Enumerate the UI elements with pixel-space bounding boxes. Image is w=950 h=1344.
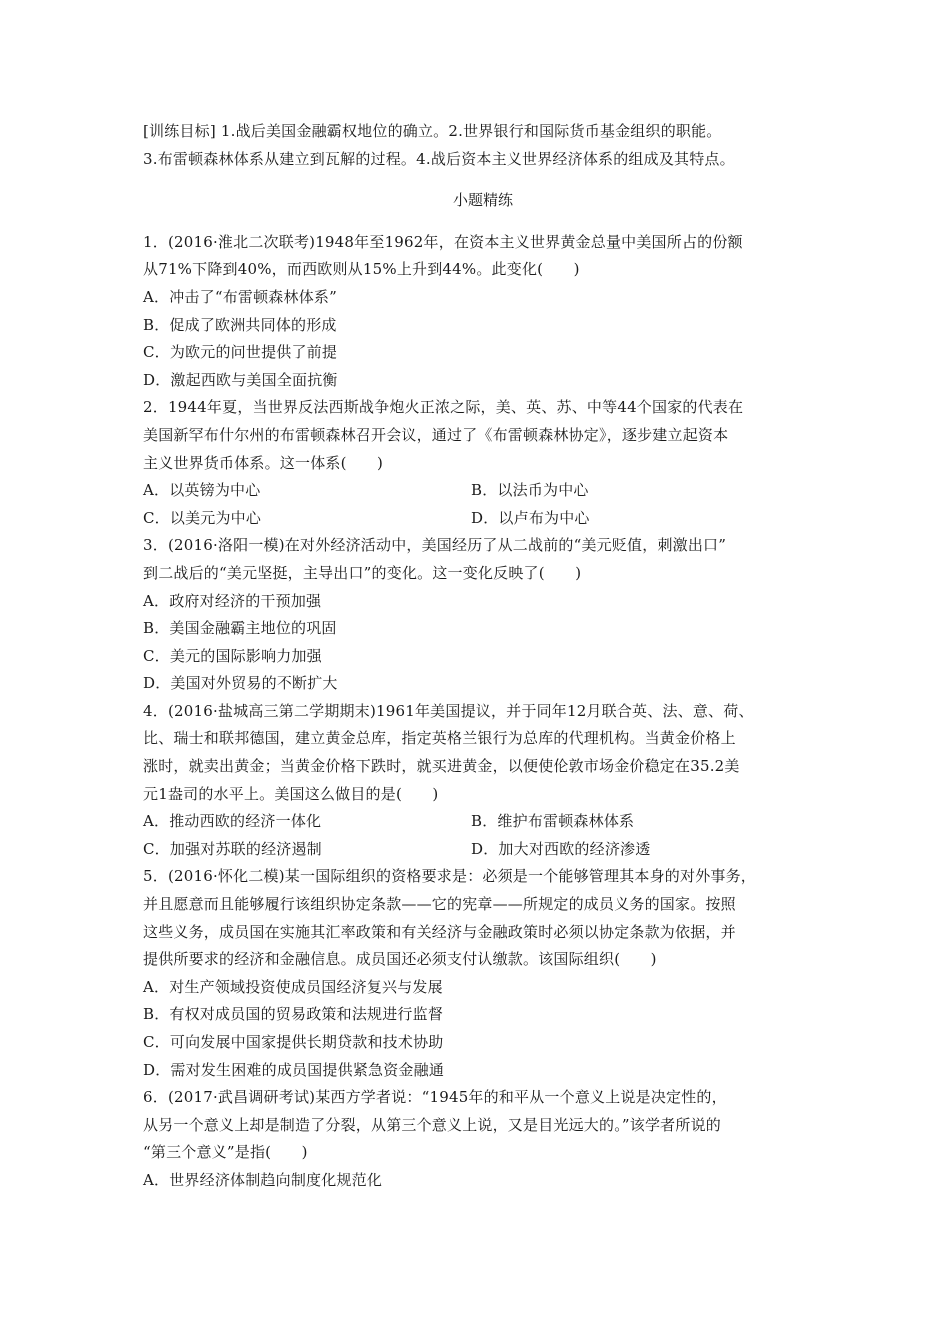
option-b: B．维护布雷顿森林体系 (471, 812, 635, 831)
training-objectives (143, 118, 823, 173)
option-a: A．政府对经济的干预加强 (143, 591, 322, 610)
question-stem-line: 主义世界货币体系。这一体系( ) (143, 453, 384, 472)
question-2 (143, 394, 823, 532)
option-a: A．世界经济体制趋向制度化规范化 (143, 1170, 383, 1189)
question-4 (143, 698, 823, 864)
options-row (143, 836, 823, 864)
option-d: D．加大对西欧的经济渗透 (471, 839, 651, 858)
objectives-line: 3.布雷顿森林体系从建立到瓦解的过程。4.战后资本主义世界经济体系的组成及其特点。 (143, 149, 735, 168)
option-b: B．有权对成员国的贸易政策和法规进行监督 (143, 1005, 444, 1024)
question-stem-line: 从另一个意义上却是制造了分裂，从第三个意义上说，又是目光远大的。”该学者所说的 (143, 1115, 721, 1134)
question-stem-line: 美国新罕布什尔州的布雷顿森林召开会议，通过了《布雷顿森林协定》，逐步建立起资本 (143, 425, 729, 444)
option-a: A．冲击了“布雷顿森林体系” (143, 287, 337, 306)
question-stem-line: 元1盎司的水平上。美国这么做目的是( ) (143, 784, 439, 803)
question-stem-line: 2．1944年夏，当世界反法西斯战争炮火正浓之际，美、英、苏、中等44个国家的代表在 (143, 398, 744, 417)
options-row (143, 808, 823, 836)
question-stem-line: 比、瑞士和联邦德国，建立黄金总库，指定英格兰银行为总库的代理机构。当黄金价格上 (143, 729, 736, 748)
question-stem-line: 涨时，就卖出黄金；当黄金价格下跌时，就买进黄金，以便使伦敦市场金价稳定在35.2美 (143, 757, 740, 776)
option-d: D．需对发生困难的成员国提供紧急资金融通 (143, 1060, 445, 1079)
option-a: A．对生产领域投资使成员国经济复兴与发展 (143, 977, 443, 996)
option-c: C．为欧元的问世提供了前提 (143, 343, 338, 362)
option-d: D．激起西欧与美国全面抗衡 (143, 370, 338, 389)
document-page (143, 118, 823, 1195)
question-stem-line: 3．(2016·洛阳一模)在对外经济活动中，美国经历了从二战前的“美元贬值，刺激出口” (143, 536, 727, 555)
option-c: C．以美元为中心 (143, 508, 262, 527)
question-6 (143, 1084, 823, 1194)
question-3 (143, 532, 823, 698)
question-stem-line: 1．(2016·淮北二次联考)1948年至1962年，在资本主义世界黄金总量中美国所占的份额 (143, 232, 743, 251)
option-b: B．促成了欧洲共同体的形成 (143, 315, 337, 334)
question-stem-line: 6．(2017·武昌调研考试)某西方学者说：“1945年的和平从一个意义上说是决定性的， (143, 1088, 727, 1107)
option-c: C．美元的国际影响力加强 (143, 646, 322, 665)
section-title: 小题精练 (452, 191, 513, 210)
option-b: B．美国金融霸主地位的巩固 (143, 619, 337, 638)
objectives-line: [训练目标] 1.战后美国金融霸权地位的确立。2.世界银行和国际货币基金组织的职能。 (143, 122, 722, 140)
option-d: D．以卢布为中心 (471, 508, 590, 527)
option-c: C．加强对苏联的经济遏制 (143, 839, 322, 858)
question-stem-line: “第三个意义”是指( ) (143, 1143, 308, 1162)
question-stem-line: 从71%下降到40%，而西欧则从15%上升到44%。此变化( ) (143, 260, 580, 279)
question-5 (143, 863, 823, 1084)
question-1 (143, 229, 823, 395)
options-row (143, 477, 823, 505)
question-stem-line: 并且愿意而且能够履行该组织协定条款——它的宪章——所规定的成员义务的国家。按照 (143, 895, 736, 914)
question-stem-line: 5．(2016·怀化二模)某一国际组织的资格要求是：必须是一个能够管理其本身的对外事务， (143, 867, 756, 886)
option-a: A．以英镑为中心 (143, 481, 261, 500)
option-c: C．可向发展中国家提供长期贷款和技术协助 (143, 1033, 444, 1051)
question-stem-line: 这些义务，成员国在实施其汇率政策和有关经济与金融政策时必须以协定条款为依据，并 (143, 922, 736, 941)
option-d: D．美国对外贸易的不断扩大 (143, 674, 338, 693)
options-row (143, 505, 823, 533)
option-b: B．以法币为中心 (471, 481, 589, 500)
option-a: A．推动西欧的经济一体化 (143, 812, 322, 831)
question-stem-line: 4．(2016·盐城高三第二学期期末)1961年美国提议，并于同年12月联合英、法、意、荷、 (143, 701, 754, 720)
question-stem-line: 到二战后的“美元坚挺，主导出口”的变化。这一变化反映了( ) (143, 563, 582, 582)
question-stem-line: 提供所要求的经济和金融信息。成员国还必须支付认缴款。该国际组织( ) (143, 950, 657, 969)
